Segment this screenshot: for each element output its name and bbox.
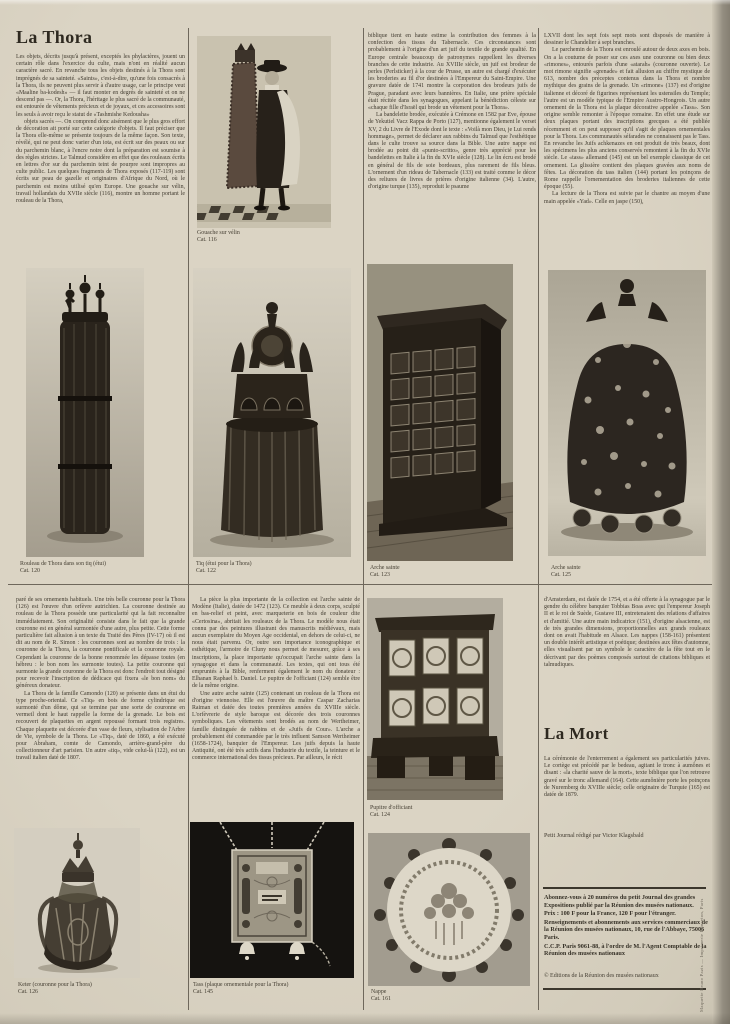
- figure-caption: Nappe Cat. 161: [371, 989, 391, 1003]
- paragraph: objets sacrés —. On comprend donc aisément que le plus gros effort de décoration ait porté sur cette catégorie d'objets. Il faut préciser que la Thora elle-même se présente toujours de la même façon. Son texte, révélé, qui ne peut donc varier d'un iota, est écrit sur des peaux ou sur du parchemin blanc, à l'encre noire dont la préparation est soumise à des règles strictes. Le Talmud considère en effet que des rouleaux écrits en lettres d'or sur du parchemin teint de pourpre sont impropres au culte public. Les quelques fragments de Thora exposés (117-119) sont écrits sur peau de gazelle et originaires d'Afrique du Nord, où le parchemin est moins utilisé qu'en Europe. Une gouache sur vélin, travail hollandais du XVIIe siècle (116), montre un homme portant le rouleau de la Thora,: [16, 118, 185, 205]
- gouache-caption: Gouache sur vélin Cat. 116: [197, 230, 240, 244]
- paragraph: La lecture de la Thora est suivie par le chantre au moyen d'une main appelée «Yad». Celle en jaspe (150),: [544, 191, 710, 205]
- section-divider-rule: [8, 584, 714, 585]
- torah-scroll-in-tiq-photo: [26, 268, 144, 557]
- paragraph: Le parchemin de la Thora est enroulé autour de deux axes en bois. On a la coutume de poser sur ces axes une couronne ou bien deux «rimones», entourés parfois d'une «atarah» (couronne ouverte). Le mot rimone signifie «grenade» et fait allusion au chiffre mystique de 613, nombre des préceptes contenus dans la Thora et nombre mythique des grains de la grenade. Un «rimone» (137) est d'origine italienne et décoré de figurines représentant les ustensiles du Temple; l'autre est un modèle typique de l'Empire Austro-Hongrois. Un autre ornement de la Thora est la plaque décorative appelée «Tass». Son origine semble remonter à l'époque romaine. En effet une étude sur deux plaques portant des inscriptions grecques a été publiée récemment et on peut supposer qu'il s'agit de plaques ornementales pour la Thora. Les communautés séfarades ne connaissent pas le Tass. En revanche les Juifs achkenazes en ont produit de très beaux, dont les spécimens les plus anciens conservés remontent à la fin du XVIe siècle. Le «tass» allemand (145) est un bel exemple classique de cet ornement. La glissière contient des plaques gravées aux noms de fêtes. La décoration du tass italien (144) portant les poinçons de Rome rappelle l'ornementation des broderies italiennes de cette époque (55).: [544, 47, 710, 191]
- top-col4-text: [544, 33, 710, 206]
- figure-caption: Rouleau de Thora dans son tiq (étui) Cat. 120: [20, 561, 106, 575]
- scan-edge-bottom: [0, 1013, 730, 1024]
- nappe-cloth-photo: [368, 833, 530, 986]
- paragraph: biblique tient en haute estime la contribution des femmes à la confection des tissus du Tabernacle. Ces circonstances sont probablement à l'origine d'un art juif du textile de grande qualité. En Europe centrale beaucoup de patronymes rappellent les diverses branches de cette industrie. Au XVIIIe siècle, un juif est brodeur de perles (Perlsticker) à la cour de Prusse, un autre est chargé d'exécuter les broderies au fil d'or destinées à l'Empereur du Saint-Empire. Une gravure datée de 1741 montre la corporation des brodeurs juifs de Prague, paradant avec leurs bannières. En Italie, une prière spéciale était récitée dans les synagogues, appelant la bénédiction céleste sur «chaque fille d'Israël qui brode un vêtement pour la Thora».: [368, 33, 536, 112]
- printer-credit: Maquette Bruno Pazis — Imprimerie Princeton, Paris: [699, 898, 704, 1012]
- holy-ark-cabinet-photo: [367, 264, 513, 561]
- paragraph: La cérémonie de l'enterrement a également ses particularités juives. Le cortège est précédé par le bedeau, agitant le tronc à aumônes et disant : «la charité sauve de la mort», texte biblique que l'on retrouve gravé sur le tronc allemand (164). Cette aumônière porte les poinçons de Nuremberg du XVIIIe siècle; celle originaire de Turquie (165) est datée de 1879.: [544, 756, 710, 799]
- silver-ark-photo: [548, 270, 706, 556]
- top-col1-text: [16, 54, 185, 205]
- paragraph: La Thora de la famille Camondo (120) se présente dans un étui du type proche-oriental. Ce «Tiq» en bois de forme cylindrique est surmonté d'un dôme, qui se termine par une sorte de couronne en vermeil dont le haut rappelle la forme de la grenade. Le bois est recouvert de plaquettes en argent repoussé formant trois registres. Chaque plaquette est décorée d'un vase de fleurs, stylisation de l'Arbre de Vie, symbole de la Thora. Le «Tiq», daté de 1860, a été exécuté pour Abraham, comte de Camondo, arrière-grand-père du collectionneur d'art parisien. Un autre «tiq», vide celui-là (122), est un travail italien daté de 1807.: [16, 690, 185, 762]
- bottom-col2-text: [192, 597, 360, 763]
- figure-caption: Keter (couronne pour la Thora) Cat. 126: [18, 982, 92, 996]
- torah-crown-photo: [14, 828, 140, 978]
- figure-caption: Tass (plaque ornementale pour la Thora) Cat. 145: [193, 982, 289, 996]
- column-rule-2: [363, 28, 364, 1010]
- mort-text: [544, 756, 710, 799]
- figure-caption: Tiq (étui pour la Thora) Cat. 122: [196, 561, 252, 575]
- tass-plaque-photo: [190, 822, 354, 978]
- paragraph: Une autre arche sainte (125) contenant un rouleau de la Thora est d'origine viennoise. Elle est l'œuvre du maître Caspar Zacharias Raiman et datée des toutes premières années du XVIIIe siècle. L'orfèvrerie de style baroque est décorée des trois couronnes symboliques. Les vêtements sont brodés au nom de Wertheimer, famille distinguée de rabbins et de «Juifs de Cour». L'arche a probablement été commandée par le très influent Samson Wertheimer (1658-1724), banquier de l'Empereur. Les juifs depuis la haute Antiquité, ont été très actifs dans l'industrie du textile, la teinture et le commerce international des tissus précieux. Par ailleurs, le récit: [192, 690, 360, 762]
- figure-caption: Pupitre d'officiant Cat. 124: [370, 805, 413, 819]
- subscription-rule-bottom: [543, 988, 706, 990]
- paragraph: Les objets, décrits jusqu'à présent, exceptés les phylactères, jouent un certain rôle dans l'exercice du culte, mais n'ont en réalité aucun caractère sacré. En revanche tous les objets destinés à la Thora sont imprégnés de sa sainteté. «Saints», c'est-à-dire, qu'une fois consacrés à la Thora, ils ne peuvent plus servir à d'autre usage, car le principe veut «Maaline ba-kodesh» — il faut monter en degrés de sainteté et on ne descend pas —. Or, la Thora, l'héritage le plus sacré de la communauté, est entourée de vêtements précieux et de joyaux, et ces accessoires sont les seuls à avoir reçu le statut de «Tashmishe Kedousha»: [16, 54, 185, 118]
- subscription-notice: Abonnez-vous à 20 numéros du petit Journal des grandes Expositions publié par la Réunion des musées nationaux. Prix : 100 F pour la France, 120 F pour l'étranger. Renseignements et abonnements aux services commerciaux de la Réunion des musées nationaux, 10, rue de l'Abbaye, 75006 Paris. C.C.P. Paris 9061-88, à l'ordre de M. l'Agent Comptable de la Réunion des musées nationaux: [544, 894, 708, 958]
- column-rule-3: [538, 28, 539, 1010]
- tiq-case-photo: [193, 268, 351, 557]
- journal-author-credit: Petit Journal rédigé par Victor Klagsbald: [544, 833, 644, 839]
- bottom-col1-text: [16, 597, 185, 763]
- reader-desk-photo: [367, 598, 503, 800]
- paragraph: La bandelette brodée, exécutée à Crémone en 1582 par Eve, épouse de Yekutiel Vacz Rappa de Porto (127), mentionne également le verset XV, 2 du Livre de l'Exode dont le texte : «Voilà mon Dieu, je Lui rends hommage», permet de déclarer aux rabbins du Talmud que l'esthétique dans le culte trouve sa source dans la Bible. Une autre nappe est brodée au point dit «punto-scritto», genre très apprécié pour les bandelettes en Italie à la fin du XVIe siècle (128). Le lin écru est brodé en général de fils de soie bordeaux, plus rarement de fils bleus. L'ornement d'un rideau de Tabernacle (133) est traité comme le décor des reliures de livres de prières d'origine italienne (34). L'autre, d'origine turque (135), reproduit le psaume: [368, 112, 536, 191]
- page-title: La Thora: [16, 27, 93, 47]
- scan-edge-top: [0, 0, 730, 5]
- paragraph: d'Amsterdam, est datée de 1754, et a été offerte à la synagogue par le gendre du célèbre banquier Tobbias Boas avec qui l'empereur Joseph II et le roi de Suède, Gustave III, entretenaient des relations d'affaires et d'amitié. Une autre main indicatrice (151), d'origine alsacienne, est de très grandes dimensions, proportionnelles aux grands rouleaux dont on avait l'habitude en Alsace. Les nappes (158-161) présentent un double intérêt artistique et poétique; destinées aux fêtes d'automne, elles visualisent par un symbole le caractère de la fête tout en le décrivant par des poèmes composés surtout de citations bibliques et talmudiques.: [544, 597, 710, 668]
- figure-caption: Arche sainte Cat. 125: [551, 565, 581, 579]
- paragraph: paré de ses ornements habituels. Une très belle couronne pour la Thora (126) est l'œuvre d'un orfèvre autrichien. La couronne destinée au rouleau de la Thora possède une particularité qui la fait reconnaître immédiatement. Son originalité consiste dans le fait que la grande couronne est en général surmontée d'une autre, plus petite. Cette forme particulière fait allusion à un texte du Traité des Pères (IV-17) où il est dit au nom de R. Simon : les couronnes sont au nombre de trois : la couronne de la Thora, la couronne pontificale et la couronne royale. Cependant la couronne de la bonne renommée les dépasse toutes (en hébreu : le bon nom les surmonte toutes). La petite couronne qui surmonte la grande couronne de la Thora est donc l'endroit tout désigné pour recevoir l'inscription de dédicace qui fixera «le bon nom» du généreux donateur.: [16, 597, 185, 690]
- bottom-col4-text: [544, 597, 710, 669]
- paragraph: La pièce la plus importante de la collection est l'arche sainte de Modène (Italie), datée de 1472 (123). Ce meuble à deux corps, sculpté en bas-relief et peint, avec marqueterie en bois de couleur dite «Certosina», abritait les rouleaux de la Thora. Le modèle nous était connu par des peintures illustrant des manuscrits médiévaux, mais aucun exemplaire du Moyen Age occidental, en dehors de celui-ci, ne nous était parvenu. Or, outre son importance iconographique et esthétique, l'armoire de Cluny nous permet de mesurer, grâce à ses inscriptions, la place importante qu'occupait l'arche sainte dans la synagogue et dans la communauté. Les textes, qui ont tous été empruntés à la Bible, renferment également le nom du donateur : Elhanan Raphael b. Daniel. Le pupitre de l'officiant (124) semble être de la même origine.: [192, 597, 360, 690]
- scan-edge-right: [712, 0, 730, 1024]
- figure-caption: Arche sainte Cat. 123: [370, 565, 400, 579]
- copyright-line: © Editions de la Réunion des musées nationaux: [544, 973, 659, 979]
- paragraph: LXVII dont les sept fois sept mots sont disposés de manière à dessiner le Chandelier à sept branches.: [544, 33, 710, 47]
- gouache-man-with-torah-photo: [197, 36, 331, 228]
- mort-section-title: La Mort: [544, 724, 609, 743]
- column-rule-1: [188, 28, 189, 1010]
- top-col3-text: [368, 33, 536, 191]
- subscription-rule-top: [543, 887, 706, 889]
